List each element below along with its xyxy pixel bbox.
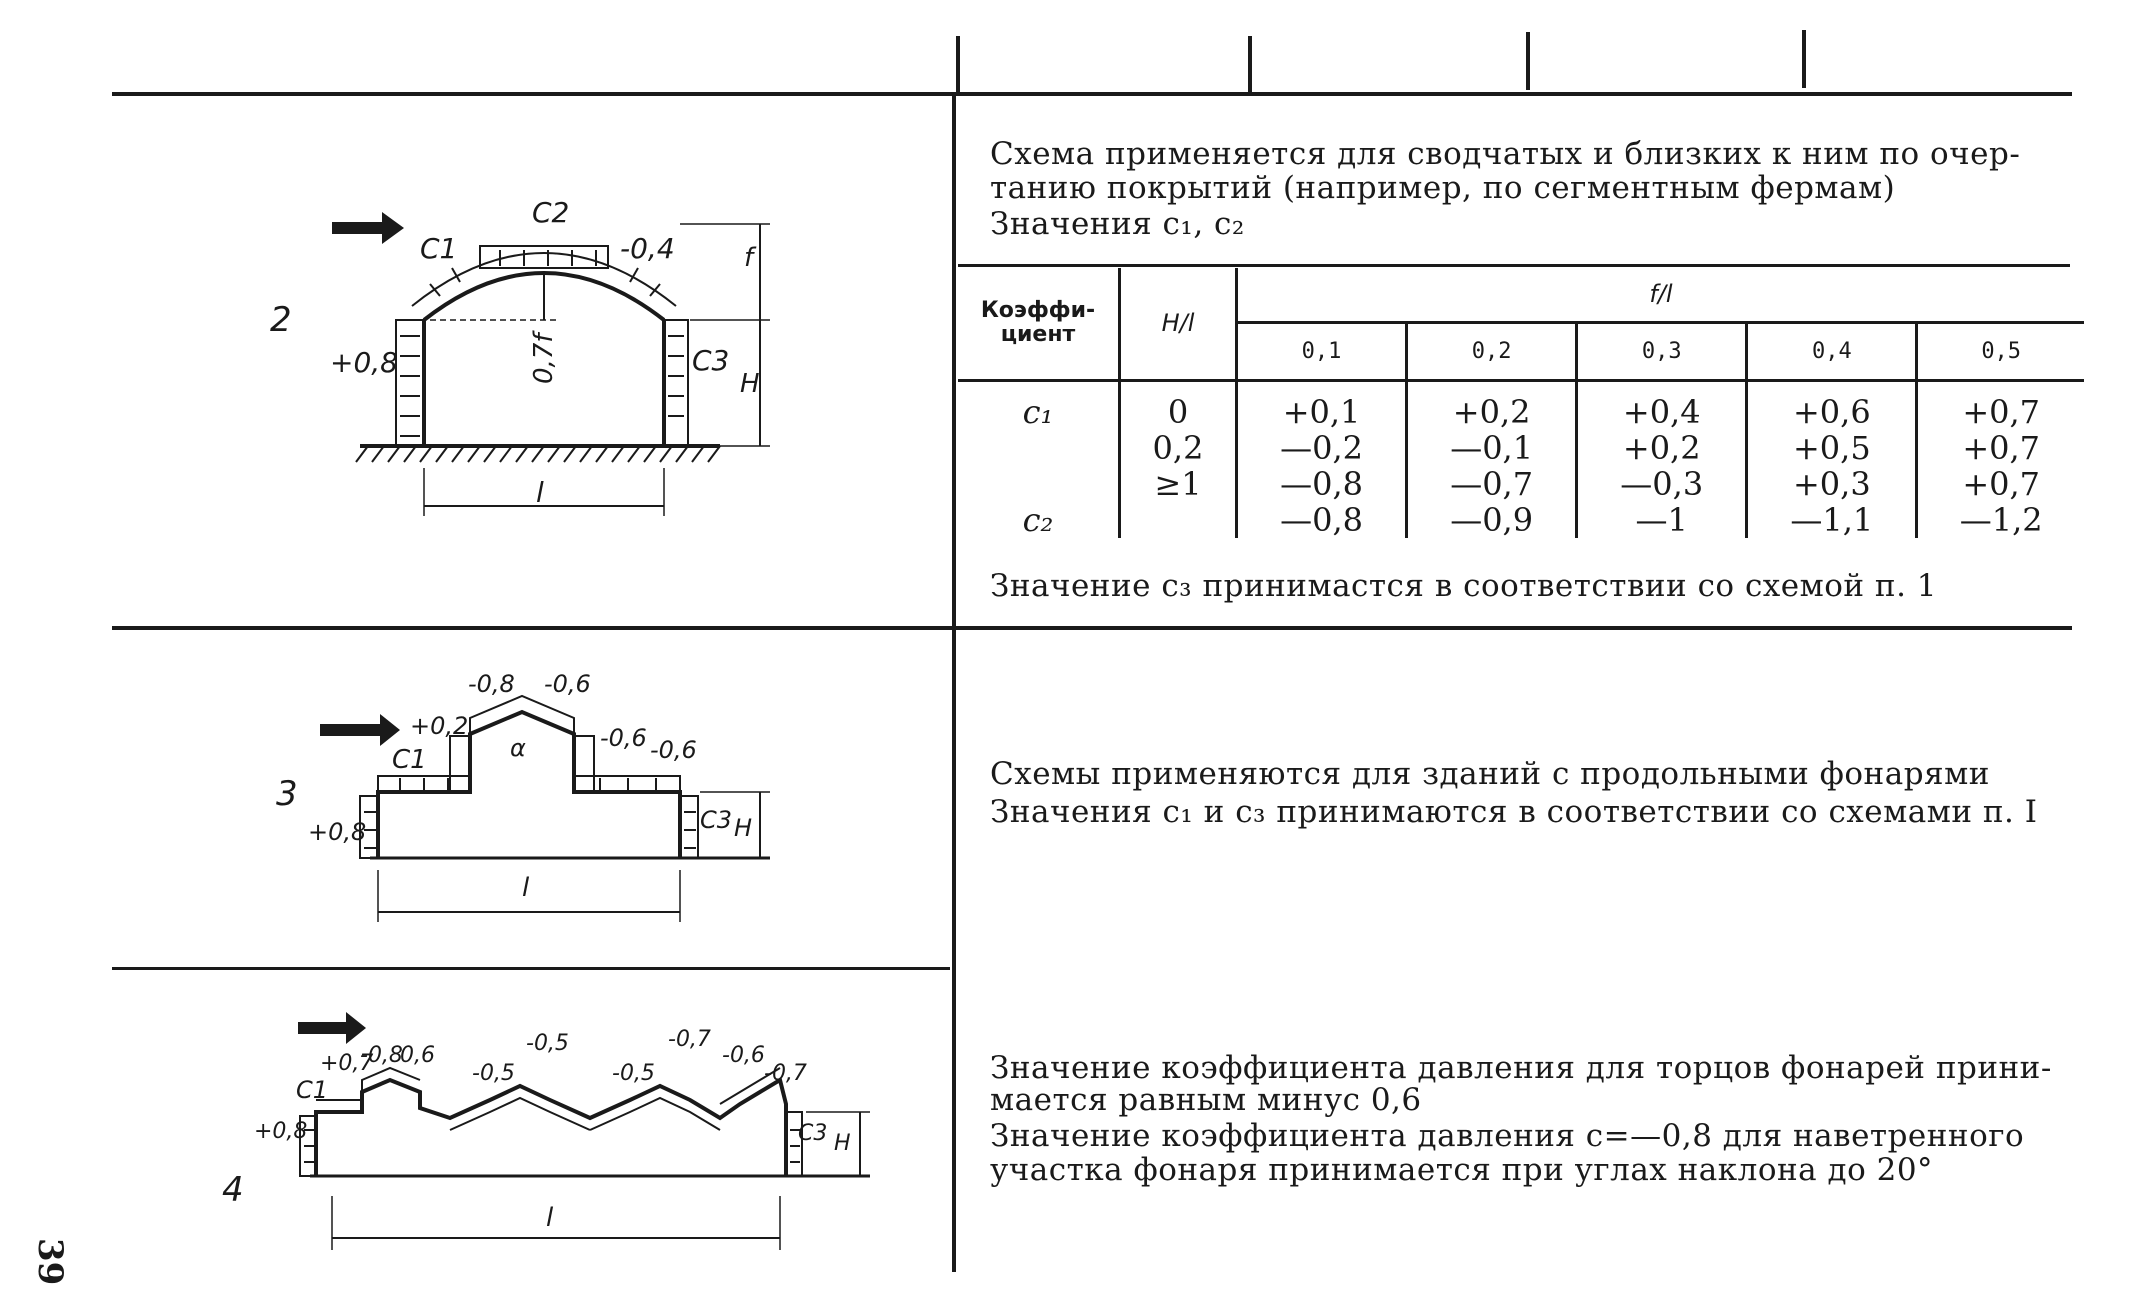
- schema-2-text-line: танию покрытий (например, по сегментным фермам): [990, 170, 1896, 206]
- alpha-label: α: [510, 734, 526, 762]
- value-label: +0,8: [308, 818, 367, 846]
- value-cell: +0,2: [1407, 394, 1577, 430]
- header-coef-line: Коэффи-: [980, 298, 1096, 324]
- c3-label: C3: [692, 344, 730, 377]
- header-fl-value: 0,1: [1237, 322, 1407, 380]
- header-coef-line: циент: [1000, 322, 1076, 348]
- value-label: -0,8: [468, 670, 515, 698]
- row-number: 2: [270, 300, 292, 340]
- h-label: H: [734, 814, 753, 842]
- value-cell: +0,4: [1577, 394, 1747, 430]
- row-number: 4: [222, 1170, 244, 1210]
- schema-4-text-line: участка фонаря принимается при углах наклона до 20°: [990, 1152, 1934, 1188]
- value-label: -0,7: [764, 1061, 807, 1086]
- hl-cell: ≥1: [1120, 466, 1237, 502]
- header-tick: [1802, 30, 1806, 88]
- schema-3-text-line: Схемы применяются для зданий с продольными фонарями: [990, 756, 1990, 792]
- header-fl-value: 0,3: [1577, 322, 1747, 380]
- coef-cell: c₁: [1022, 393, 1054, 431]
- c1-label: C1: [420, 232, 458, 265]
- header-coef: [958, 268, 1120, 380]
- value-label: -0,4: [620, 232, 675, 265]
- value-label: +0,8: [254, 1119, 308, 1144]
- table-row: [958, 394, 2084, 430]
- value-label: -0,7: [668, 1027, 711, 1052]
- value-label: 0,6: [400, 1043, 435, 1068]
- value-cell: +0,7: [1917, 466, 2084, 502]
- value-label: -0,6: [544, 670, 591, 698]
- value-label: -0,6: [600, 724, 647, 752]
- h-label: H: [834, 1131, 851, 1156]
- value-cell: —0,3: [1577, 466, 1747, 502]
- h-label: H: [740, 369, 760, 399]
- value-cell: +0,7: [1917, 430, 2084, 466]
- row-divider: [112, 626, 2072, 630]
- header-tick: [956, 36, 960, 92]
- value-label: -0,6: [722, 1043, 765, 1068]
- schema-2-diagram: [320, 196, 800, 536]
- value-cell: +0,3: [1747, 466, 1917, 502]
- l-label: l: [546, 1203, 554, 1233]
- header-fl-text: f/l: [1649, 280, 1673, 309]
- value-cell: —0,2: [1237, 430, 1407, 466]
- table-row: [958, 502, 2084, 538]
- value-label: +0,8: [330, 346, 398, 379]
- coefficient-table: [958, 268, 2084, 538]
- value-cell: —0,1: [1407, 430, 1577, 466]
- table-row: [958, 430, 2084, 466]
- value-cell: +0,2: [1577, 430, 1747, 466]
- value-label: -0,8: [360, 1043, 403, 1068]
- c1-label: C1: [392, 745, 427, 775]
- wind-arrow: [320, 714, 400, 746]
- rise-label: 0,7f: [529, 333, 559, 384]
- value-cell: —0,9: [1407, 502, 1577, 538]
- row-divider: [112, 967, 950, 970]
- schema-3-diagram: [300, 660, 800, 950]
- value-cell: +0,6: [1747, 394, 1917, 430]
- header-fl-value: 0,4: [1747, 322, 1917, 380]
- header-fl: [1237, 268, 2085, 322]
- value-cell: —1: [1577, 502, 1747, 538]
- header-hl-text: H/l: [1161, 309, 1195, 338]
- top-rule: [112, 92, 2072, 96]
- value-label: -0,5: [612, 1061, 655, 1086]
- schema-3-text-line: Значения c₁ и c₃ принимаются в соответствии со схемами п. I: [990, 794, 2038, 830]
- header-fl-value: 0,5: [1917, 322, 2084, 380]
- hl-cell: 0: [1120, 394, 1237, 430]
- coef-cell: c₂: [1022, 501, 1054, 539]
- coef-cell: [958, 466, 1120, 502]
- value-label: -0,6: [650, 736, 697, 764]
- value-label: -0,5: [526, 1031, 569, 1056]
- header-tick: [1248, 36, 1252, 92]
- header-hl: [1120, 268, 1237, 380]
- value-cell: +0,7: [1917, 394, 2084, 430]
- schema-4-diagram: [250, 1000, 890, 1270]
- page-number: 39: [30, 1238, 70, 1286]
- value-cell: +0,5: [1747, 430, 1917, 466]
- value-cell: —1,2: [1917, 502, 2084, 538]
- coef-cell: [958, 430, 1120, 466]
- column-divider: [952, 92, 956, 1272]
- value-label: +0,2: [410, 712, 469, 740]
- c3-label: C3: [798, 1121, 828, 1146]
- f-label: f: [744, 243, 754, 273]
- schema-4-text-line: Значение коэффициента давления для торцов фонарей прини-: [990, 1050, 2052, 1086]
- header-tick: [1526, 32, 1530, 90]
- value-cell: —1,1: [1747, 502, 1917, 538]
- value-label: +0,7: [320, 1051, 374, 1076]
- hl-cell: 0,2: [1120, 430, 1237, 466]
- value-cell: +0,1: [1237, 394, 1407, 430]
- schema-2-note: Значение c₃ принимастся в соответствии со схемой п. 1: [990, 568, 1938, 604]
- schema-4-text-line: Значение коэффициента давления c=—0,8 для наветренного: [990, 1118, 2025, 1154]
- l-label: l: [536, 476, 544, 509]
- table-top-rule: [958, 264, 2070, 267]
- l-label: l: [522, 873, 530, 903]
- schema-4-text-line: мается равным минус 0,6: [990, 1082, 1422, 1118]
- c3-label: C3: [700, 806, 733, 834]
- value-cell: —0,8: [1237, 502, 1407, 538]
- value-cell: —0,7: [1407, 466, 1577, 502]
- value-label: -0,5: [472, 1061, 515, 1086]
- value-cell: —0,8: [1237, 466, 1407, 502]
- c2-label: C2: [532, 196, 570, 229]
- wind-arrow: [298, 1012, 366, 1044]
- c1-label: C1: [296, 1076, 329, 1104]
- schema-2-text-line: Схема применяется для сводчатых и близких к ним по очер-: [990, 136, 2021, 172]
- row-number: 3: [276, 774, 298, 814]
- table-row: [958, 466, 2084, 502]
- wind-arrow: [332, 212, 404, 244]
- header-fl-value: 0,2: [1407, 322, 1577, 380]
- hl-cell: [1120, 502, 1237, 538]
- schema-2-text-line: Значения c₁, c₂: [990, 206, 1245, 242]
